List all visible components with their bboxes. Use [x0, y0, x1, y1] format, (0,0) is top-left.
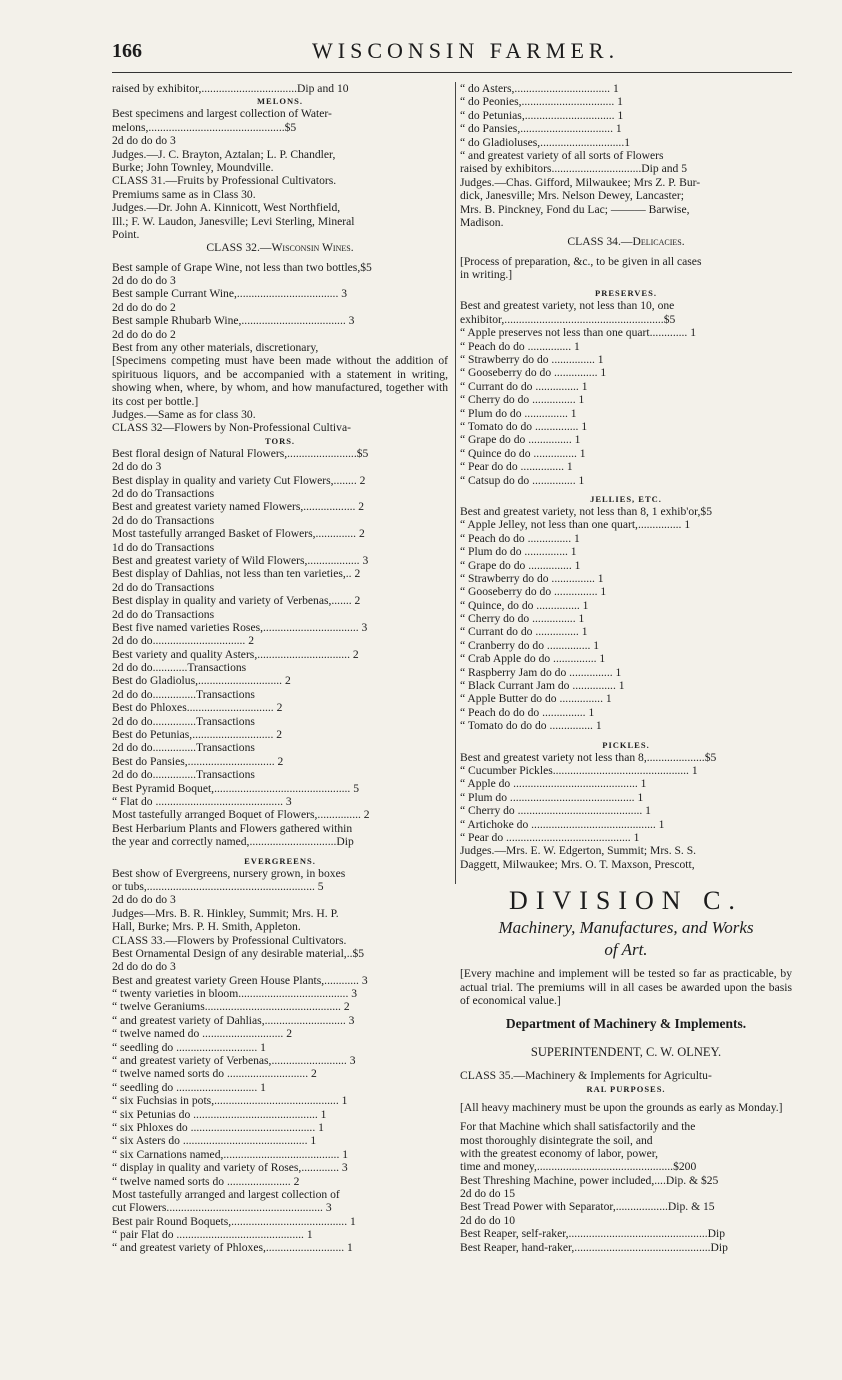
text-line: “ twelve named sorts do ............................ 2 [112, 1067, 317, 1081]
text-line: Best Pyramid Boquet,............................................... 5 [112, 781, 360, 795]
text-line: “ and greatest variety of Phloxes,........................... 1 [112, 1241, 353, 1255]
text-line: Best and greatest variety, not less than 8, 1 exhib'or,$5 [460, 504, 713, 518]
text-line: “ Cucumber Pickles............................................... 1 [460, 763, 698, 777]
text-line: Point. [112, 227, 140, 241]
text-line: “ seedling do ............................ 1 [112, 1080, 266, 1094]
text-line: “ Gooseberry do do ............... 1 [460, 585, 607, 599]
text-line: 2d do do................................ 2 [112, 634, 255, 648]
text-line: Best do Phloxes.............................. 2 [112, 701, 283, 715]
text-line: Best Ornamental Design of any desirable material,..$5 [112, 946, 365, 960]
text-line: Best sample Currant Wine,................................... 3 [112, 287, 348, 301]
text-line: “ do Petunias,............................... 1 [460, 108, 624, 122]
text-line: Best five named varieties Roses,................................. 3 [112, 620, 368, 634]
text-line: “ six Phloxes do ........................................... 1 [112, 1120, 324, 1134]
text-line: Mrs. B. Pinckney, Fond du Lac; ——— Barwise, [460, 202, 690, 216]
text-line: “ do Gladioluses,.............................1 [460, 135, 631, 149]
text-line: cut Flowers...................................................... 3 [112, 1201, 332, 1215]
text-line: “ Pear do do ............... 1 [460, 460, 573, 474]
text-line: “ six Asters do ........................................... 1 [112, 1134, 317, 1148]
text-line: 2d do do...............Transactions [112, 768, 255, 782]
section-subheading: PICKLES. [602, 739, 650, 750]
column-divider [455, 82, 456, 884]
right-column [460, 82, 792, 1254]
text-line: Most tastefully arranged and largest collection of [112, 1187, 340, 1201]
left-column [112, 82, 448, 1255]
text-line: dick, Janesville; Mrs. Nelson Dewey, Lancaster; [460, 189, 684, 203]
text-line: For that Machine which shall satisfactorily and the [460, 1120, 696, 1134]
text-line: Best sample Rhubarb Wine,.................................... 3 [112, 314, 355, 328]
text-line: Best and greatest variety, not less than 10, one [460, 299, 675, 313]
class-heading: CLASS 32.—Wisconsin Wines. [206, 241, 354, 255]
text-line: 2d do do do 2 [112, 327, 176, 341]
text-line: Best display in quality and variety of Verbenas,....... 2 [112, 594, 361, 608]
text-line: “ Tomato do do ............... 1 [460, 419, 588, 433]
text-line: “ six Carnations named,........................................ 1 [112, 1147, 349, 1161]
text-line: “ Cherry do do ............... 1 [460, 612, 585, 626]
text-line: 2d do do do 3 [112, 893, 176, 907]
section-subheading: RAL PURPOSES. [586, 1083, 666, 1094]
header-rule [112, 72, 792, 73]
text-line: Madison. [460, 215, 504, 229]
text-line: Hall, Burke; Mrs. P. H. Smith, Appleton. [112, 920, 301, 934]
text-line: Judges.—Mrs. E. W. Edgerton, Summit; Mrs. S. S. [460, 844, 697, 858]
text-line: raised by exhibitor,.................................Dip and 10 [112, 82, 349, 95]
text-line: Best specimens and largest collection of Water- [112, 107, 332, 121]
text-line: “ and greatest variety of Verbenas,.......................... 3 [112, 1054, 356, 1068]
department-heading: Department of Machinery & Implements. [505, 1016, 747, 1032]
text-line: “ Cherry do ........................................... 1 [460, 804, 651, 818]
running-title: WISCONSIN FARMER. [312, 38, 620, 63]
text-line: 2d do do...............Transactions [112, 741, 255, 755]
text-line: 2d do do...............Transactions [112, 714, 255, 728]
text-line: “ Currant do do ............... 1 [460, 625, 588, 639]
text-line: “ display in quality and variety of Roses,............. 3 [112, 1161, 348, 1175]
superintendent-line: SUPERINTENDENT, C. W. OLNEY. [530, 1045, 722, 1060]
section-subheading: PRESERVES. [595, 288, 657, 299]
text-line: 2d do do do 2 [112, 300, 176, 314]
division-subtitle: Machinery, Manufactures, and Works [498, 918, 754, 938]
text-line: “ Grape do do ............... 1 [460, 558, 581, 572]
text-line: “ Plum do do ............... 1 [460, 545, 577, 559]
text-line: 2d do do Transactions [112, 607, 215, 621]
text-line: Daggett, Milwaukee; Mrs. O. T. Maxson, Prescott, [460, 857, 695, 871]
text-line: “ Grape do do ............... 1 [460, 433, 581, 447]
text-line: 2d do do Transactions [112, 487, 215, 500]
text-line: 2d do do do 3 [112, 274, 176, 288]
text-line: Best do Petunias,............................ 2 [112, 728, 283, 742]
text-line: Best display in quality and variety Cut Flowers,........ 2 [112, 473, 366, 487]
text-line: “ Apple preserves not less than one quart............. 1 [460, 326, 697, 340]
text-line: “ do Peonies,................................ 1 [460, 95, 623, 109]
class-heading: CLASS 34.—Delicacies. [567, 235, 685, 249]
text-line: “ Currant do do ............... 1 [460, 379, 588, 393]
text-line: CLASS 33.—Flowers by Professional Cultivators. [112, 933, 347, 947]
text-line: Best do Pansies,.............................. 2 [112, 754, 284, 768]
text-line: in writing.] [460, 268, 513, 282]
text-line: Most tastefully arranged Basket of Flowers,.............. 2 [112, 527, 365, 541]
text-line: exhibitor,.......................................................$5 [460, 312, 676, 326]
text-line: “ six Fuchsias in pots,........................................... 1 [112, 1094, 348, 1108]
text-line: “ Plum do do ............... 1 [460, 406, 577, 420]
text-line: Best variety and quality Asters,................................ 2 [112, 647, 359, 661]
text-line: melons,...............................................$5 [112, 120, 297, 134]
text-line: “ Gooseberry do do ............... 1 [460, 366, 607, 380]
text-line: “ Peach do do ............... 1 [460, 339, 580, 353]
text-line: with the greatest economy of labor, power, [460, 1146, 659, 1160]
text-line: time and money,...............................................$200 [460, 1160, 697, 1174]
text-line: 1d do do Transactions [112, 540, 215, 554]
text-line: “ Strawberry do do ............... 1 [460, 571, 604, 585]
text-line: 2d do do do 3 [112, 960, 176, 974]
text-line: “ twenty varieties in bloom...................................... 3 [112, 987, 358, 1001]
text-line: Best and greatest variety of Wild Flowers,.................. 3 [112, 553, 369, 567]
text-line: 2d do do 10 [460, 1213, 516, 1227]
text-line: Judges.—Dr. John A. Kinnicott, West Northfield, [112, 201, 341, 215]
text-line: “ six Petunias do ........................................... 1 [112, 1107, 327, 1121]
text-line: “ Apple do ........................................... 1 [460, 777, 647, 791]
division-subtitle: of Art. [604, 940, 648, 960]
text-line: Best and greatest variety Green House Plants,............ 3 [112, 973, 368, 987]
text-line: “ Cranberry do do ............... 1 [460, 638, 600, 652]
text-line: Best Reaper, hand-raker,...............................................Dip [460, 1240, 728, 1254]
text-line: 2d do do Transactions [112, 580, 215, 594]
text-line: 2d do do...............Transactions [112, 687, 255, 701]
text-line: “ Plum do ........................................... 1 [460, 790, 644, 804]
text-line: Ill.; F. W. Laudon, Janesville; Levi Sterling, Mineral [112, 214, 355, 228]
text-line: “ Catsup do do ............... 1 [460, 473, 585, 487]
text-line: “ do Pansies,................................ 1 [460, 122, 622, 136]
section-subheading: TORS. [264, 435, 296, 446]
page-number: 166 [112, 40, 142, 62]
text-line: “ Artichoke do ........................................... 1 [460, 817, 665, 831]
text-line: “ Crab Apple do do ............... 1 [460, 652, 606, 666]
text-line: Best Herbarium Plants and Flowers gathered within [112, 821, 353, 835]
text-line: CLASS 35.—Machinery & Implements for Agricultu- [460, 1069, 712, 1083]
text-line: “ seedling do ............................ 1 [112, 1040, 266, 1054]
text-line: “ Peach do do do ............... 1 [460, 705, 595, 719]
text-line: “ Apple Butter do do ............... 1 [460, 692, 612, 706]
text-line: raised by exhibitors...............................Dip and 5 [460, 162, 688, 176]
text-line: Best sample of Grape Wine, not less than two bottles,$5 [112, 260, 372, 274]
text-line: Judges.—Chas. Gifford, Milwaukee; Mrs Z. P. Bur- [460, 175, 701, 189]
text-line: CLASS 31.—Fruits by Professional Cultivators. [112, 174, 337, 188]
text-line: Best Reaper, self-raker,................................................Dip [460, 1227, 726, 1241]
text-line: Best Threshing Machine, power included,....Dip. & $25 [460, 1173, 719, 1187]
text-line: Premiums same as in Class 30. [112, 187, 256, 201]
text-line: 2d do do do 3 [112, 134, 176, 148]
section-subheading: JELLIES, ETC. [590, 493, 662, 504]
text-line: [Process of preparation, &c., to be given in all cases [460, 254, 702, 268]
text-line: “ Tomato do do do ............... 1 [460, 719, 602, 733]
text-line: most thoroughly disintegrate the soil, and [460, 1133, 653, 1147]
text-line: Most tastefully arranged Boquet of Flowers,............... 2 [112, 808, 370, 822]
text-line: Best and greatest variety not less than 8,....................$5 [460, 750, 717, 764]
text-line: Judges.—J. C. Brayton, Aztalan; L. P. Chandler, [112, 147, 336, 161]
text-line: 2d do do............Transactions [112, 661, 247, 675]
text-line: or tubs,.......................................................... 5 [112, 879, 324, 893]
text-line: “ do Asters,................................. 1 [460, 82, 619, 95]
text-line: Best pair Round Boquets,........................................ 1 [112, 1214, 356, 1228]
text-line: “ and greatest variety of Dahlias,............................ 3 [112, 1013, 355, 1027]
text-line: “ Pear do ........................................... 1 [460, 830, 640, 844]
text-line: Judges—Mrs. B. R. Hinkley, Summit; Mrs. H. P. [112, 906, 339, 920]
text-line: “ Apple Jelley, not less than one quart,............... 1 [460, 518, 691, 532]
text-line: “ Strawberry do do ............... 1 [460, 353, 604, 367]
page-header [112, 38, 792, 66]
section-subheading: MELONS. [257, 96, 303, 107]
text-line: “ Raspberry Jam do do ............... 1 [460, 665, 622, 679]
text-line: “ twelve named sorts do ...................... 2 [112, 1174, 300, 1188]
text-line: “ Peach do do ............... 1 [460, 531, 580, 545]
division-heading: DIVISION C. [509, 886, 743, 916]
note-paragraph: [All heavy machinery must be upon the grounds as early as Monday.] [460, 1100, 783, 1114]
note-paragraph: [Every machine and implement will be tested so far as practicable, by actual trial. The premiums will in all cases be awarded upon the basis of economical value.] [460, 967, 792, 1007]
text-line: CLASS 32—Flowers by Non-Professional Cultiva- [112, 421, 351, 435]
text-line: 2d do do 3 [112, 460, 162, 474]
text-line: “ pair Flat do ............................................ 1 [112, 1228, 313, 1242]
text-line: Best from any other materials, discretionary, [112, 341, 319, 355]
text-line: 2d do do 15 [460, 1187, 516, 1201]
text-line: Judges.—Same as for class 30. [112, 408, 256, 422]
text-line: Best and greatest variety named Flowers,.................. 2 [112, 500, 365, 514]
text-line: Best do Gladiolus,............................. 2 [112, 674, 291, 688]
note-paragraph: [Specimens competing must have been made without the addition of spirituous liquors, and be accompanied with a statement in writing, showing when, where, by whom, and how manufactured, together with its cost per bottle.] [112, 354, 448, 408]
text-line: the year and correctly named,..............................Dip [112, 835, 354, 849]
text-line: “ twelve Geraniums............................................... 2 [112, 1000, 350, 1014]
text-line: 2d do do Transactions [112, 513, 215, 527]
section-subheading: EVERGREENS. [244, 855, 316, 866]
text-line: Best show of Evergreens, nursery grown, in boxes [112, 866, 346, 880]
text-line: “ Quince, do do ............... 1 [460, 598, 589, 612]
text-line: “ Black Currant Jam do ............... 1 [460, 679, 625, 693]
text-line: Best display of Dahlias, not less than ten varieties,.. 2 [112, 567, 361, 581]
text-line: Burke; John Townley, Moundville. [112, 160, 274, 174]
text-line: “ Flat do ............................................ 3 [112, 794, 292, 808]
text-line: “ twelve named do ............................ 2 [112, 1027, 292, 1041]
text-line: Best floral design of Natural Flowers,........................$5 [112, 446, 369, 460]
text-line: “ and greatest variety of all sorts of Flowers [460, 148, 664, 162]
text-line: “ Cherry do do ............... 1 [460, 393, 585, 407]
text-line: “ Quince do do ............... 1 [460, 446, 586, 460]
text-line: Best Tread Power with Separator,..................Dip. & 15 [460, 1200, 715, 1214]
